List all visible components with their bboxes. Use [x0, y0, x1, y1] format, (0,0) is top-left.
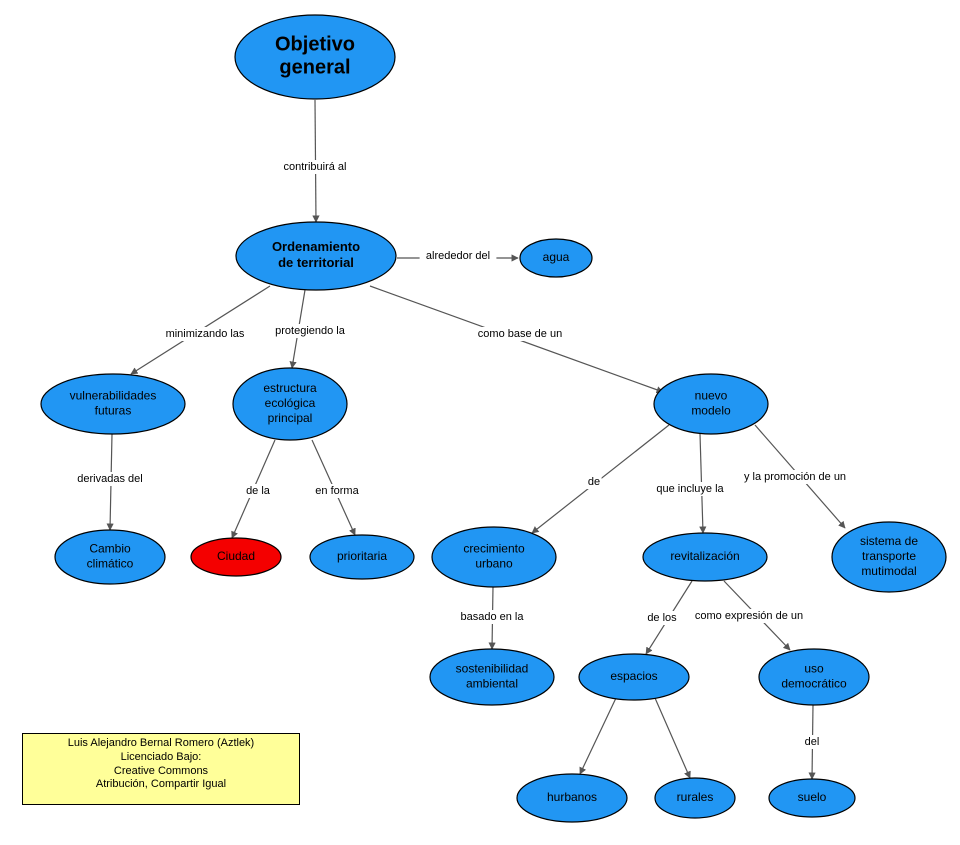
link-revitalizacion-to-uso-democratico [691, 581, 807, 650]
license-line-1: Luis Alejandro Bernal Romero (Aztlek) [67, 737, 255, 749]
node-label: estructura ecológica principal [263, 381, 317, 426]
node-suelo[interactable] [769, 779, 855, 817]
node-vulnerabilidades[interactable] [41, 374, 185, 434]
link-label: de la [246, 484, 270, 497]
link-objetivo-to-ordenamiento [274, 100, 356, 222]
link-label: de [587, 475, 601, 488]
node-rurales[interactable] [655, 778, 735, 818]
node-label: Cambio climático [86, 541, 134, 571]
node-ciudad[interactable] [191, 538, 281, 576]
link-label: minimizando las [165, 327, 245, 340]
node-label: Ordenamiento de territorial [271, 239, 361, 271]
node-hurbanos[interactable] [517, 774, 627, 822]
node-label: suelo [797, 790, 827, 805]
node-label: agua [542, 250, 570, 265]
link-label: protegiendo la [275, 324, 345, 337]
link-label: como expresión de un [694, 609, 804, 622]
node-cambio-climatico[interactable] [55, 530, 165, 584]
node-label: Ciudad [216, 549, 256, 564]
node-estructura[interactable] [233, 368, 347, 440]
node-revitalizacion[interactable] [643, 533, 767, 581]
link-label: en forma [315, 484, 359, 497]
node-agua[interactable] [520, 239, 592, 277]
link-line [580, 698, 616, 774]
node-nuevo-modelo[interactable] [654, 374, 768, 434]
node-objetivo[interactable] [235, 15, 395, 99]
license-line-4: Atribución, Compartir Igual [95, 778, 227, 791]
link-ordenamiento-to-estructura [269, 290, 351, 368]
node-label: hurbanos [546, 790, 598, 805]
nodes-layer [41, 15, 946, 822]
link-line [655, 698, 690, 778]
link-label: que incluye la [656, 482, 724, 495]
link-ordenamiento-to-vulnerabilidades [131, 286, 270, 374]
link-estructura-to-prioritaria [312, 440, 361, 535]
node-ordenamiento[interactable] [236, 222, 396, 290]
node-label: sistema de transporte mutimodal [859, 534, 919, 579]
link-nuevo-modelo-to-crecimiento-urbano [532, 425, 669, 533]
link-uso-democratico-to-suelo [802, 705, 823, 779]
link-label: y la promoción de un [743, 470, 847, 483]
link-label: del [804, 735, 820, 748]
link-vulnerabilidades-to-cambio-climatico [72, 434, 149, 530]
node-sostenibilidad[interactable] [430, 649, 554, 705]
license-line-2: Licenciado Bajo: [120, 750, 202, 763]
link-crecimiento-urbano-to-sostenibilidad [456, 587, 527, 649]
link-nuevo-modelo-to-sistema-transporte [737, 425, 853, 528]
link-nuevo-modelo-to-revitalizacion [649, 434, 731, 533]
node-label: revitalización [670, 549, 740, 564]
node-sistema-transporte[interactable] [832, 522, 946, 592]
node-label: espacios [610, 669, 658, 684]
link-espacios-to-hurbanos [580, 698, 616, 774]
link-revitalizacion-to-espacios [643, 581, 692, 654]
link-label: derivadas del [77, 472, 143, 485]
link-espacios-to-rurales [655, 698, 690, 778]
link-label: alrededor del [425, 249, 491, 262]
license-note [22, 733, 300, 805]
node-prioritaria[interactable] [310, 535, 414, 579]
node-espacios[interactable] [579, 654, 689, 700]
node-crecimiento-urbano[interactable] [432, 527, 556, 587]
link-ordenamiento-to-nuevo-modelo [370, 286, 663, 392]
node-label: nuevo modelo [691, 388, 731, 418]
node-label: crecimiento urbano [463, 541, 525, 571]
link-ordenamiento-to-agua [397, 249, 518, 263]
node-label: prioritaria [336, 549, 388, 564]
node-label: vulnerabilidades futuras [69, 388, 157, 418]
node-label: sostenibilidad ambiental [455, 661, 529, 691]
link-estructura-to-ciudad [232, 440, 275, 538]
node-label: Objetivo general [274, 33, 356, 79]
link-label: de los [647, 611, 677, 624]
node-label: rurales [676, 790, 714, 805]
link-label: basado en la [460, 610, 524, 623]
link-label: contribuirá al [283, 160, 347, 173]
link-label: como base de un [477, 327, 563, 340]
node-uso-democratico[interactable] [759, 649, 869, 705]
license-line-3: Creative Commons [113, 764, 209, 777]
node-label: uso democrático [781, 661, 847, 691]
